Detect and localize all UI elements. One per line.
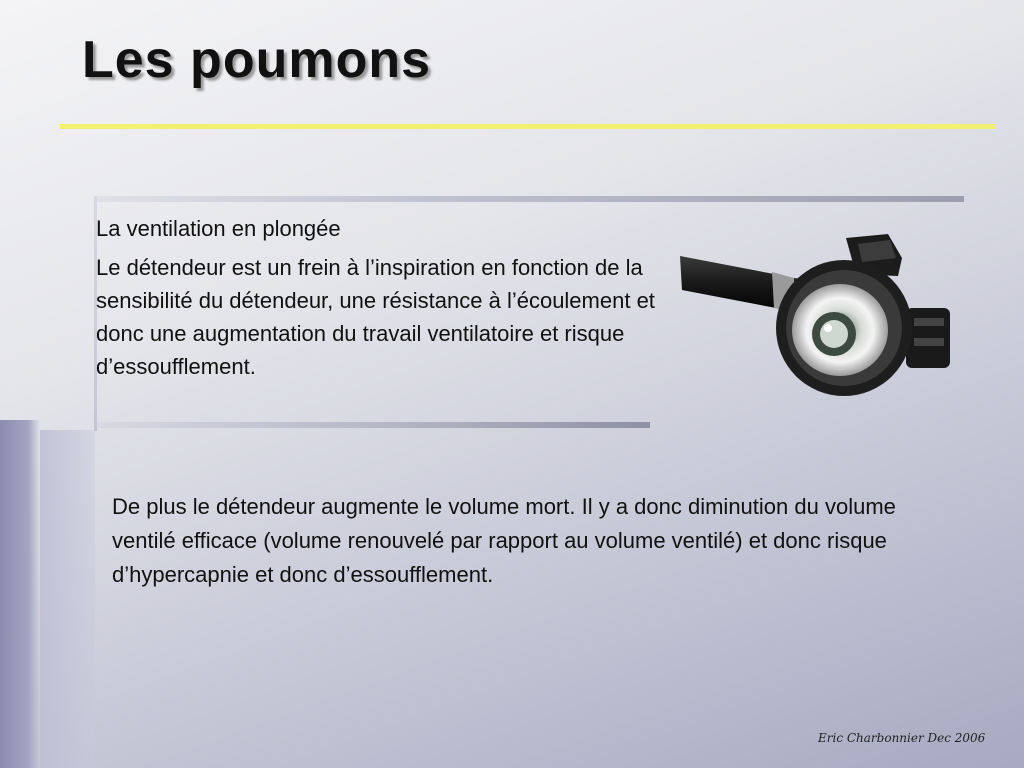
box-bottom-border bbox=[97, 422, 650, 428]
ventilation-text-box bbox=[96, 212, 661, 383]
box-heading: La ventilation en plongée bbox=[96, 216, 341, 241]
box-top-border bbox=[97, 196, 964, 202]
title-underline bbox=[60, 124, 996, 129]
dead-volume-paragraph: De plus le détendeur augmente le volume mort. Il y a donc diminution du volume ventilé efficace (volume renouvelé par rapport au volume ventilé) et donc risque d’hypercapnie et donc d’essoufflement. bbox=[112, 494, 896, 587]
slide-title: Les poumons bbox=[82, 31, 432, 89]
author-footer: Eric Charbonnier Dec 2006 bbox=[818, 731, 986, 745]
box-body: Le détendeur est un frein à l’inspiration en fonction de la sensibilité du détendeur, une résistance à l’écoulement et donc une augmentation du travail ventilatoire et risque d’essoufflement. bbox=[96, 255, 655, 379]
decorative-left-band-fade bbox=[40, 430, 95, 768]
decorative-left-band bbox=[0, 420, 40, 768]
scuba-regulator-icon bbox=[676, 228, 956, 408]
